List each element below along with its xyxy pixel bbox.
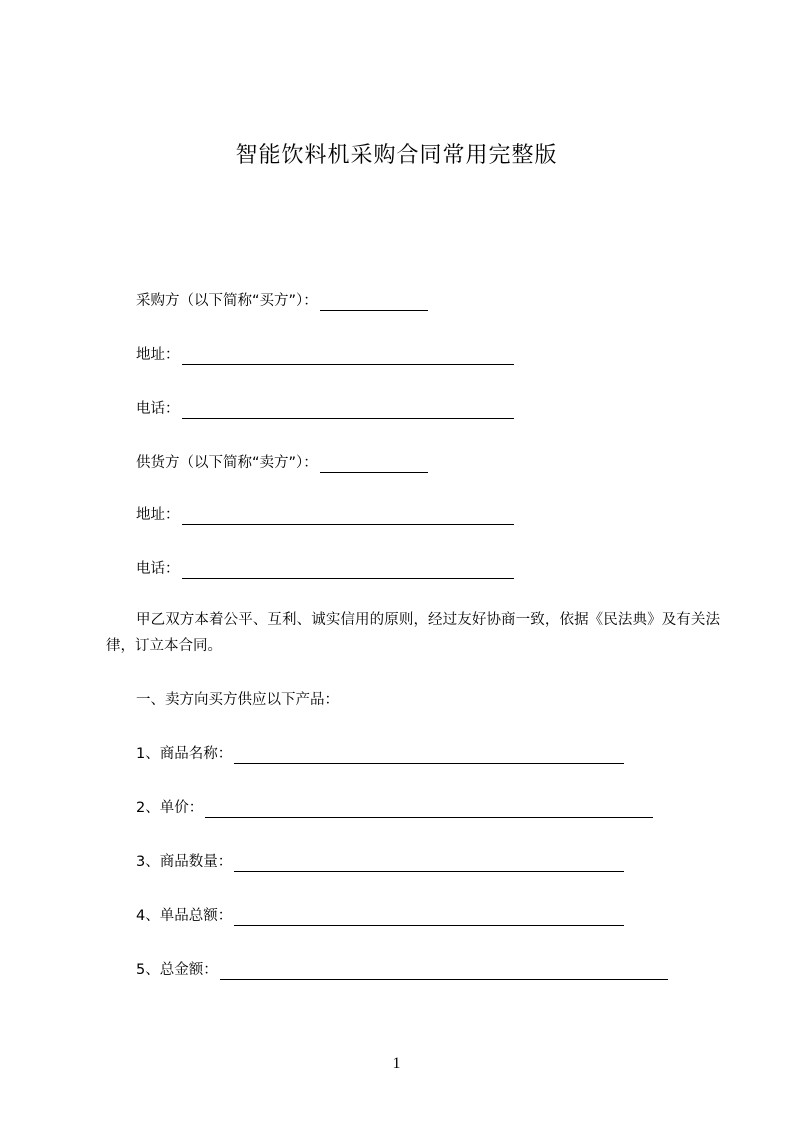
seller-party-line xyxy=(136,453,428,473)
buyer-phone-label: 电话： xyxy=(136,401,180,417)
item-unit-price-label: 2、单价： xyxy=(136,800,204,816)
buyer-party-line xyxy=(136,291,428,311)
document-title: 智能饮料机采购合同常用完整版 xyxy=(235,143,558,168)
item-unit-price-line xyxy=(136,798,653,818)
seller-address-label: 地址： xyxy=(136,507,180,523)
page-number: 1 xyxy=(392,1055,401,1072)
seller-party-blank xyxy=(320,457,428,473)
buyer-address-line xyxy=(136,345,514,365)
item-unit-price-blank xyxy=(205,802,653,818)
buyer-phone-line xyxy=(136,399,514,419)
buyer-address-blank xyxy=(182,349,514,365)
section1-heading: 一、卖方向买方供应以下产品： xyxy=(136,692,339,708)
seller-address-blank xyxy=(182,509,514,525)
buyer-party-blank xyxy=(320,295,428,311)
item-total-label: 5、总金额： xyxy=(136,962,218,978)
item-subtotal-blank xyxy=(234,910,624,926)
item-quantity-line xyxy=(136,852,624,872)
buyer-address-label: 地址： xyxy=(136,347,180,363)
item-subtotal-line xyxy=(136,906,624,926)
seller-phone-blank xyxy=(182,563,514,579)
seller-phone-label: 电话： xyxy=(136,561,180,577)
item-product-name-line xyxy=(136,744,624,764)
item-quantity-blank xyxy=(234,856,624,872)
item-product-name-label: 1、商品名称： xyxy=(136,746,233,762)
item-total-blank xyxy=(220,964,668,980)
preamble-paragraph: 甲乙双方本着公平、互利、诚实信用的原则，经过友好协商一致，依据《民法典》及有关法律，订立本合同。 xyxy=(106,612,720,654)
item-subtotal-label: 4、单品总额： xyxy=(136,908,233,924)
seller-phone-line xyxy=(136,559,514,579)
item-quantity-label: 3、商品数量： xyxy=(136,854,233,870)
seller-party-label: 供货方（以下简称“卖方”）： xyxy=(136,455,318,471)
seller-address-line xyxy=(136,505,514,525)
buyer-party-label: 采购方（以下简称“买方”）： xyxy=(136,293,318,309)
item-product-name-blank xyxy=(234,748,624,764)
buyer-phone-blank xyxy=(182,403,514,419)
item-total-line xyxy=(136,960,668,980)
